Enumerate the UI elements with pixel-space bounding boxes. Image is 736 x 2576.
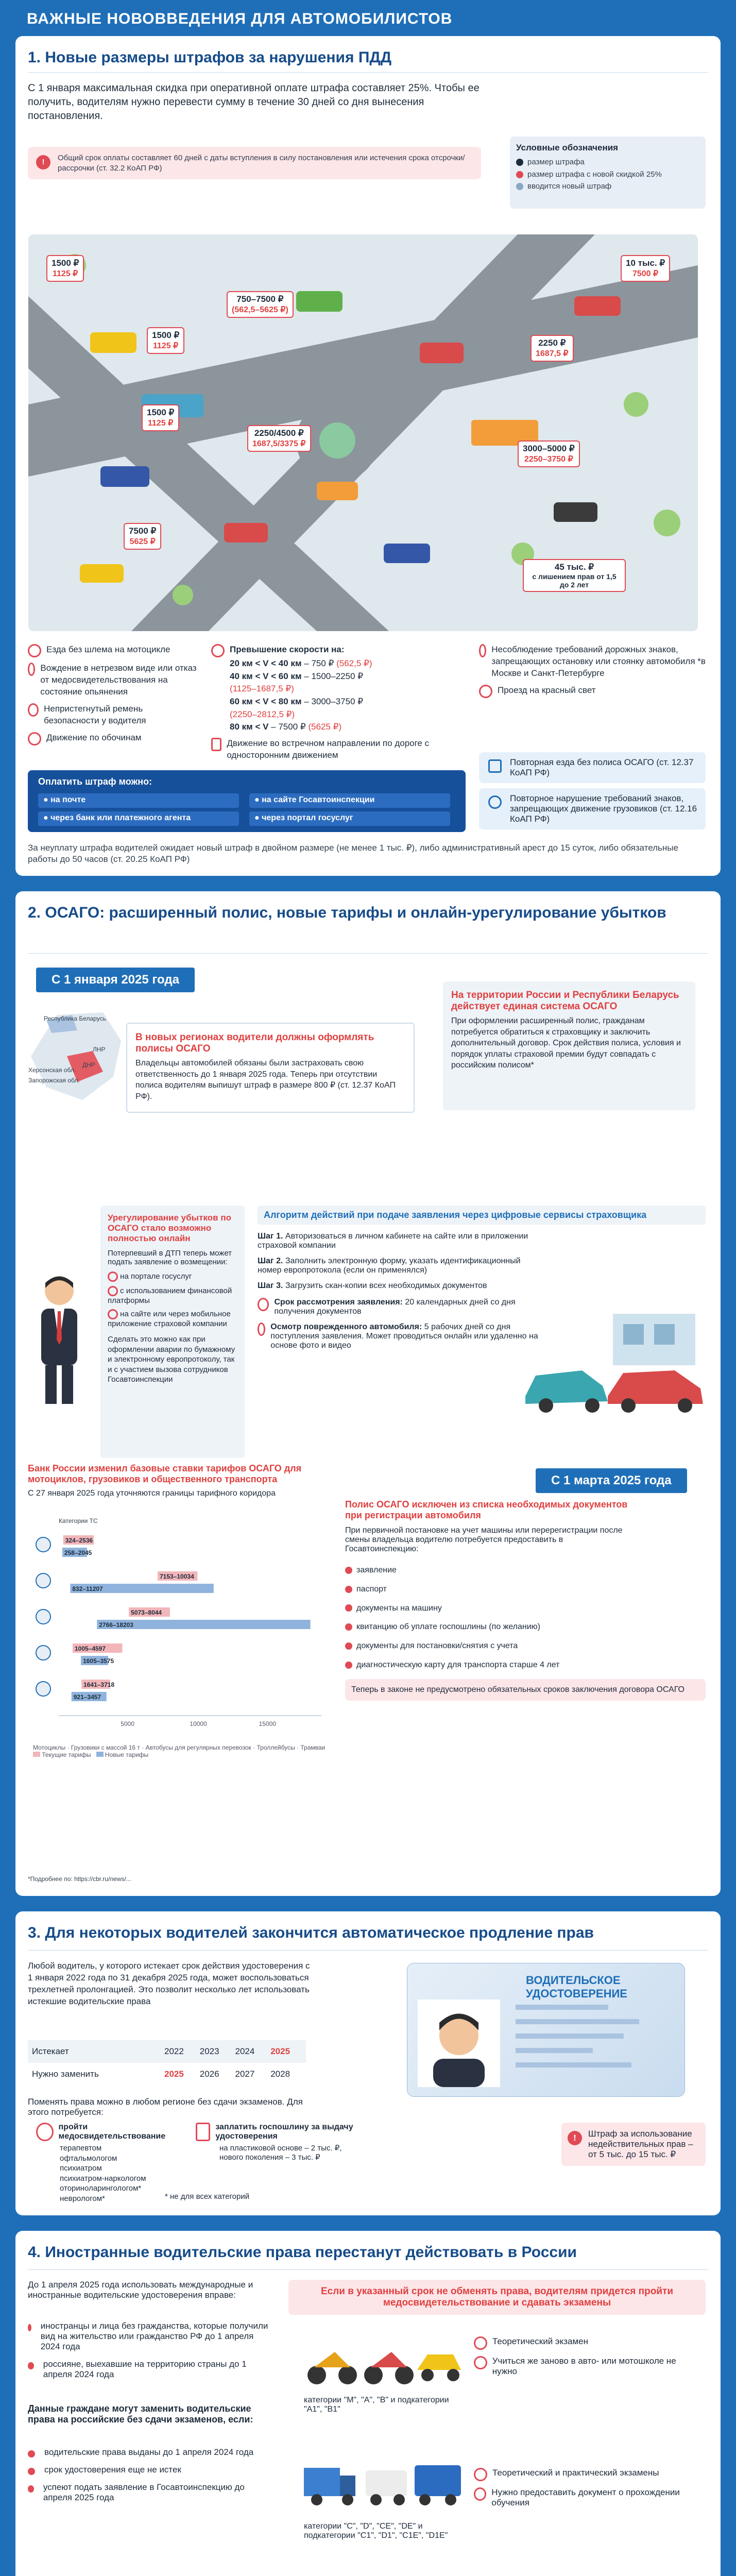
violation-belt: Непристегнутый ремень безопасности у водителя (44, 703, 146, 725)
step-1: Шаг 1. Авторизоваться в личном кабинете на сайте или в приложении страховой компании (258, 1232, 528, 1250)
doc-item: документы на машину (345, 1599, 706, 1618)
online-title: Урегулирование убытков по ОСАГО стало возможно полностью онлайн (108, 1213, 231, 1243)
licence-photo (418, 1999, 500, 2087)
s1-intro: С 1 января максимальная скидка при оперативной оплате штрафа составляет 25%. Чтобы ее получить, водителям нужно перевести сумму в течение 30 дней со дня вынесения постановления. (28, 82, 480, 122)
s4-cat2: категории "С", "D", "CE", "DE" и подкатегории "С1", "D1", "С1Е", "D1E" (304, 2522, 448, 2540)
tariff-chart (28, 1517, 332, 1765)
map-label-zaporozhye: Запорожская обл. (28, 1077, 80, 1084)
date-mar-badge: С 1 марта 2025 года (536, 1468, 687, 1493)
new-regions-box (126, 1023, 415, 1113)
tariff-label: 2766–18203 (99, 1621, 133, 1629)
inspection: Осмотр поврежденного автомобиля: 5 рабочих дней со дня поступления заявления. Может проводиться онлайн или удаленно на основе фото и видео (258, 1323, 546, 1350)
renewal-table: Истекает 2022 2023 2024 2025 Нужно заменить 2025 2026 2027 2028 (28, 2040, 306, 2086)
bank-text: С 27 января 2025 года уточняются границы тарифного коридора (28, 1489, 276, 1498)
pay-gosuslugi: ● через портал госуслуг (249, 811, 450, 826)
doc-item: документы для постановки/снятия с учета (345, 1637, 706, 1656)
s4-text: До 1 апреля 2025 года использовать международные и иностранные водительские удостоверения вправе: (28, 2280, 253, 2300)
section-3-title: 3. Для некоторых водителей закончится автоматическое продление прав (28, 1924, 594, 1941)
exam1-list: Теоретический экзамен Учиться же заново в авто- или мотошколе не нужно (474, 2336, 700, 2377)
tariff-label: 324–2536 (65, 1537, 93, 1544)
legend-moto: Мотоциклы (33, 1744, 66, 1751)
review-term: Срок рассмотрения заявления: 20 календарных дней со дня получения документов (258, 1298, 546, 1316)
legend-item-discount: размер штрафа с новой скидкой 25% (516, 170, 699, 180)
new-regions-text: Владельцы автомобилей обязаны были застраховать свою ответственность до 1 января 2025 года. Теперь при отсутствии полиса водителям выпишут штраф в размере 800 ₽ (ст. 12.37 КоАП РФ). (135, 1059, 396, 1101)
map-label-kherson: Херсонская обл. (28, 1066, 76, 1074)
invalid-licence-fine: ! Штраф за использование недействительных прав – от 5 тыс. до 15 тыс. ₽ (561, 2123, 706, 2166)
doc-item: диагностическую карту для транспорта старше 4 лет (345, 1656, 706, 1675)
tariff-label: 258–2045 (64, 1549, 92, 1556)
fine-tag-oncoming: 2250/4500 ₽ 1687,5/3375 ₽ (247, 425, 311, 452)
pay-gai-site: ● на сайте Госавтоинспекции (249, 793, 450, 808)
pay-post: ● на почте (38, 793, 239, 808)
violation-redlight: Проезд на красный свет (498, 685, 596, 695)
speed-title: Превышение скорости на: (230, 645, 345, 654)
tariff-label: 921–3457 (73, 1693, 101, 1701)
licence-fields (516, 2005, 670, 2067)
category-icon (36, 1609, 50, 1624)
docs-note: Теперь в законе не предусмотрено обязательных сроков заключения договора ОСАГО (345, 1679, 706, 1701)
online-way-finplatform: с использованием финансовой платформы (108, 1286, 232, 1305)
fine-tag-drunk: 45 тыс. ₽ с лишением прав от 1,5 до 2 лет (523, 559, 626, 592)
date-jan-badge: С 1 января 2025 года (36, 968, 195, 992)
algo-title: Алгоритм действий при подаче заявления через цифровые сервисы страховщика (258, 1206, 706, 1225)
section-2-title: 2. ОСАГО: расширенный полис, новые тарифы и онлайн-урегулирование убытков (28, 904, 666, 921)
section-4-title: 4. Иностранные водительские права перестанут действовать в России (28, 2244, 577, 2261)
tariff-label: 7153–10034 (160, 1573, 194, 1580)
category-icon (36, 1646, 50, 1660)
repeat-osago: Повторная езда без полиса ОСАГО (ст. 12.37 КоАП РФ) (479, 752, 706, 783)
fine-tag-belt: 1500 ₽ 1125 ₽ (147, 327, 184, 354)
belarus-text: При оформлении расширенный полис, гражданам потребуется обратиться к страховщику и заключить дополнительный договор. Срок действия полиса, условия и порядок уплаты страховой премии будут совпадать с российским полисом* (451, 1016, 681, 1070)
violation-oncoming: Движение во встречном направлении по дороге с односторонним движением (227, 738, 430, 760)
exam2-list: Теоретический и практический экзамены Нужно предоставить документ о прохождении обучения (474, 2468, 700, 2508)
legend-item-fine: размер штрафа (516, 157, 699, 167)
s4-who: иностранцы и лица без гражданства, которые получили вид на жительство или гражданство РФ до 1 апреля 2024 года россияне, выехавшие на территорию страны до 1 апреля 2024 года (28, 2321, 275, 2380)
violation-parking: Несоблюдение требований дорожных знаков, запрещающих остановку или стоянку автомобиля *в Москве и Санкт-Петербурге (491, 645, 706, 678)
online-way-gosuslugi: на портале госуслуг (108, 1272, 237, 1282)
section-licence-renewal (15, 1911, 721, 2215)
map-new-regions (26, 1010, 124, 1103)
fee-text: на пластиковой основе – 2 тыс. ₽, нового поколения – 3 тыс. ₽ (219, 2144, 342, 2162)
x-tick: 15000 (259, 1720, 277, 1727)
category-icon (36, 1573, 50, 1588)
doc-item: паспорт (345, 1580, 706, 1599)
docs-block (345, 1499, 706, 1701)
licence-title: ВОДИТЕЛЬСКОЕ УДОСТОВЕРЕНИЕ (526, 1974, 627, 2000)
fee-block (196, 2123, 366, 2162)
warning-icon: ! (568, 2131, 582, 2145)
exchange-title: Данные граждане могут заменить водительские права на российские без сдачи экзаменов, если: (28, 2403, 253, 2425)
section-foreign-licence (15, 2231, 721, 2576)
belarus-box (443, 981, 695, 1110)
s4-warning: Если в указанный срок не обменять права, водителям придется пройти медосвидетельствование и сдавать экзамены (288, 2280, 706, 2315)
pay-box (28, 770, 466, 832)
pay-bank: ● через банк или платежного агента (38, 811, 239, 826)
violations-left (28, 644, 198, 745)
map-label-lnr: ЛНР (93, 1046, 106, 1053)
legend-item-new: вводится новый штраф (516, 181, 699, 192)
legend-swatch-current (33, 1752, 40, 1757)
motorbikes-cars-illustration (299, 2331, 464, 2388)
bank-block (28, 1463, 332, 1501)
legend-buses: Автобусы для регулярных перевозок (145, 1744, 251, 1751)
speed-list: 20 км < V < 40 км – 750 ₽ (562,5 ₽) 40 км < V < 60 км – 1500–2250 ₽ (1125–1687,5 ₽) 60 км < V < 80 км – 3000–3750 ₽ (2250–2812,5 ₽) 80 км < V – 7500 ₽ (5625 ₽) (230, 658, 372, 732)
docs-title: Полис ОСАГО исключен из списка необходимых документов при регистрации автомобиля (345, 1499, 628, 1520)
speed-block (211, 644, 453, 761)
violations-right (479, 644, 706, 698)
category-icon (36, 1537, 50, 1552)
legend-box (510, 137, 706, 209)
x-tick: 10000 (190, 1720, 207, 1727)
legend-tram: Трамваи (300, 1744, 326, 1751)
s3-change-text: Поменять права можно в любом регионе без сдачи экзаменов. Для этого потребуется: (28, 2097, 303, 2117)
page-title: ВАЖНЫЕ НОВОВВЕДЕНИЯ ДЛЯ АВТОМОБИЛИСТОВ (27, 10, 453, 27)
docs-list (345, 1561, 706, 1675)
fine-tag-speed: 750–7500 ₽ (562,5–5625 ₽) (227, 291, 294, 318)
violation-drunk: Вождение в нетрезвом виде или отказ от медосвидетельствования на состояние опьянения (40, 663, 197, 697)
legend-trucks: Грузовики с массой 16 т (71, 1744, 140, 1751)
fine-tag-shoulder: 1500 ₽ 1125 ₽ (142, 404, 179, 431)
chart-title: Категории ТС (59, 1517, 98, 1524)
step-3: Шаг 3. Загрузить скан-копии всех необходимых документов (258, 1281, 487, 1290)
med-list: терапевтом офтальмологом психиатром психиатром-наркологом оториноларингологом* неврологом* (60, 2144, 146, 2203)
online-intro: Потерпевший в ДТП теперь может подать заявление о возмещении: (108, 1249, 232, 1266)
doc-item: заявление (345, 1561, 706, 1580)
trucks-buses-illustration (299, 2452, 464, 2514)
violation-helmet: Езда без шлема на мотоцикле (46, 645, 170, 654)
tariff-label: 1641–3718 (83, 1681, 115, 1688)
map-label-belarus: Республика Беларусь (44, 1015, 106, 1022)
fine-tag-parking: 2250 ₽ 1687,5 ₽ (530, 335, 574, 362)
chart-legend: Мотоциклы · Грузовики с массой 16 т · Автобусы для регулярных перевозок · Троллейбусы · Трамваи Текущие тарифы Новые тарифы (33, 1744, 326, 1758)
tariff-chart-svg (28, 1525, 332, 1741)
new-regions-title: В новых регионах водители должны оформлять полисы ОСАГО (135, 1032, 374, 1054)
s1-note-text: Общий срок оплаты составляет 60 дней с даты вступления в силу постановления или истечения срока отсрочки/рассрочки (ст. 32.2 КоАП РФ) (58, 154, 465, 173)
tariff-label: 5073–8044 (131, 1609, 162, 1616)
fine-tag-trucks: 3000–5000 ₽ 2250–3750 ₽ (518, 440, 580, 467)
online-way-insurer: на сайте или через мобильное приложение страховой компании (108, 1309, 231, 1328)
exchange-list: водительские права выданы до 1 апреля 2024 года срок удостоверения еще не истек успеют подать заявление в Госавтоинспекцию до апреля 2025 года (28, 2447, 275, 2503)
online-also: Сделать это можно как при оформлении аварии по бумажному и электронному европротоколу, так и с участием вызова сотрудников Госавтоинспекции (108, 1335, 235, 1384)
fine-tag-osago: 10 тыс. ₽ 7500 ₽ (621, 255, 670, 282)
legend-current: Текущие тарифы (42, 1751, 91, 1758)
road-illustration (28, 234, 698, 631)
med-note: * не для всех категорий (165, 2192, 250, 2201)
legend-title: Условные обозначения (516, 143, 619, 152)
tariff-label: 1605–3575 (83, 1657, 114, 1665)
belarus-title: На территории России и Республики Беларусь действует единая система ОСАГО (451, 990, 679, 1012)
s4-cat1: категории "М", "А", "В" и подкатегории "А1", "В1" (304, 2396, 449, 2414)
legend-new: Новые тарифы (105, 1751, 149, 1758)
legend-swatch-new (96, 1752, 104, 1757)
section-osago (15, 891, 721, 1896)
s1-footnote: За неуплату штрафа водителей ожидает новый штраф в двойном размере (не менее 1 тыс. ₽), либо административный арест до 15 суток, либо обязательные работы до 50 часов (ст. 20.25 КоАП РФ) (28, 843, 678, 865)
bank-title: Банк России изменил базовые ставки тарифов ОСАГО для мотоциклов, грузовиков и общественного транспорта (28, 1463, 302, 1484)
map-label-dnr: ДНР (82, 1061, 95, 1069)
legend-trolley: Троллейбусы (256, 1744, 295, 1751)
tariff-label: 832–11207 (72, 1585, 103, 1592)
violation-shoulder: Движение по обочинам (46, 732, 142, 742)
section-fines (15, 36, 721, 876)
doc-item: квитанцию об уплате госпошлины (по желанию) (345, 1618, 706, 1637)
s3-text: Любой водитель, у которого истекает срок действия удостоверения с 1 января 2022 года по 31 декабря 2025 года, может воспользоваться трехлетней пролонгацией. Это позволит несколько лет использовать истекшие водительские права (28, 1961, 310, 2006)
category-icon (36, 1682, 50, 1696)
fee-title: заплатить госпошлину за выдачу удостоверения (215, 2123, 353, 2141)
licence-card (407, 1963, 685, 2097)
tariff-label: 1005–4597 (74, 1645, 106, 1652)
pay-title: Оплатить штраф можно: (38, 776, 152, 787)
med-block (36, 2123, 185, 2204)
person-illustration (26, 1273, 93, 1406)
warning-icon: ! (36, 155, 50, 170)
fine-tag-helmet: 1500 ₽ 1125 ₽ (46, 255, 84, 282)
s1-note (28, 147, 481, 179)
s2-footnote: *Подробнее по: https://cbr.ru/news/... (28, 1875, 131, 1883)
fine-tag-redlight: 7500 ₽ 5625 ₽ (124, 523, 161, 550)
online-settlement-box (100, 1206, 245, 1458)
docs-intro: При первичной постановке на учет машины или перерегистрации после смены владельца водителю потребуется предоставить в Госавтоинспекцию: (345, 1526, 623, 1553)
car-crash-illustration (520, 1314, 716, 1417)
step-2: Шаг 2. Заполнить электронную форму, указать идентификационный номер европротокола (если он применялся) (258, 1257, 521, 1275)
section-1-title: 1. Новые размеры штрафов за нарушения ПДД (28, 49, 392, 66)
med-title: пройти медосвидетельствование (58, 2123, 166, 2141)
repeat-trucks: Повторное нарушение требований знаков, запрещающих движение грузовиков (ст. 12.16 КоАП РФ) (479, 788, 706, 829)
x-tick: 5000 (121, 1720, 134, 1727)
